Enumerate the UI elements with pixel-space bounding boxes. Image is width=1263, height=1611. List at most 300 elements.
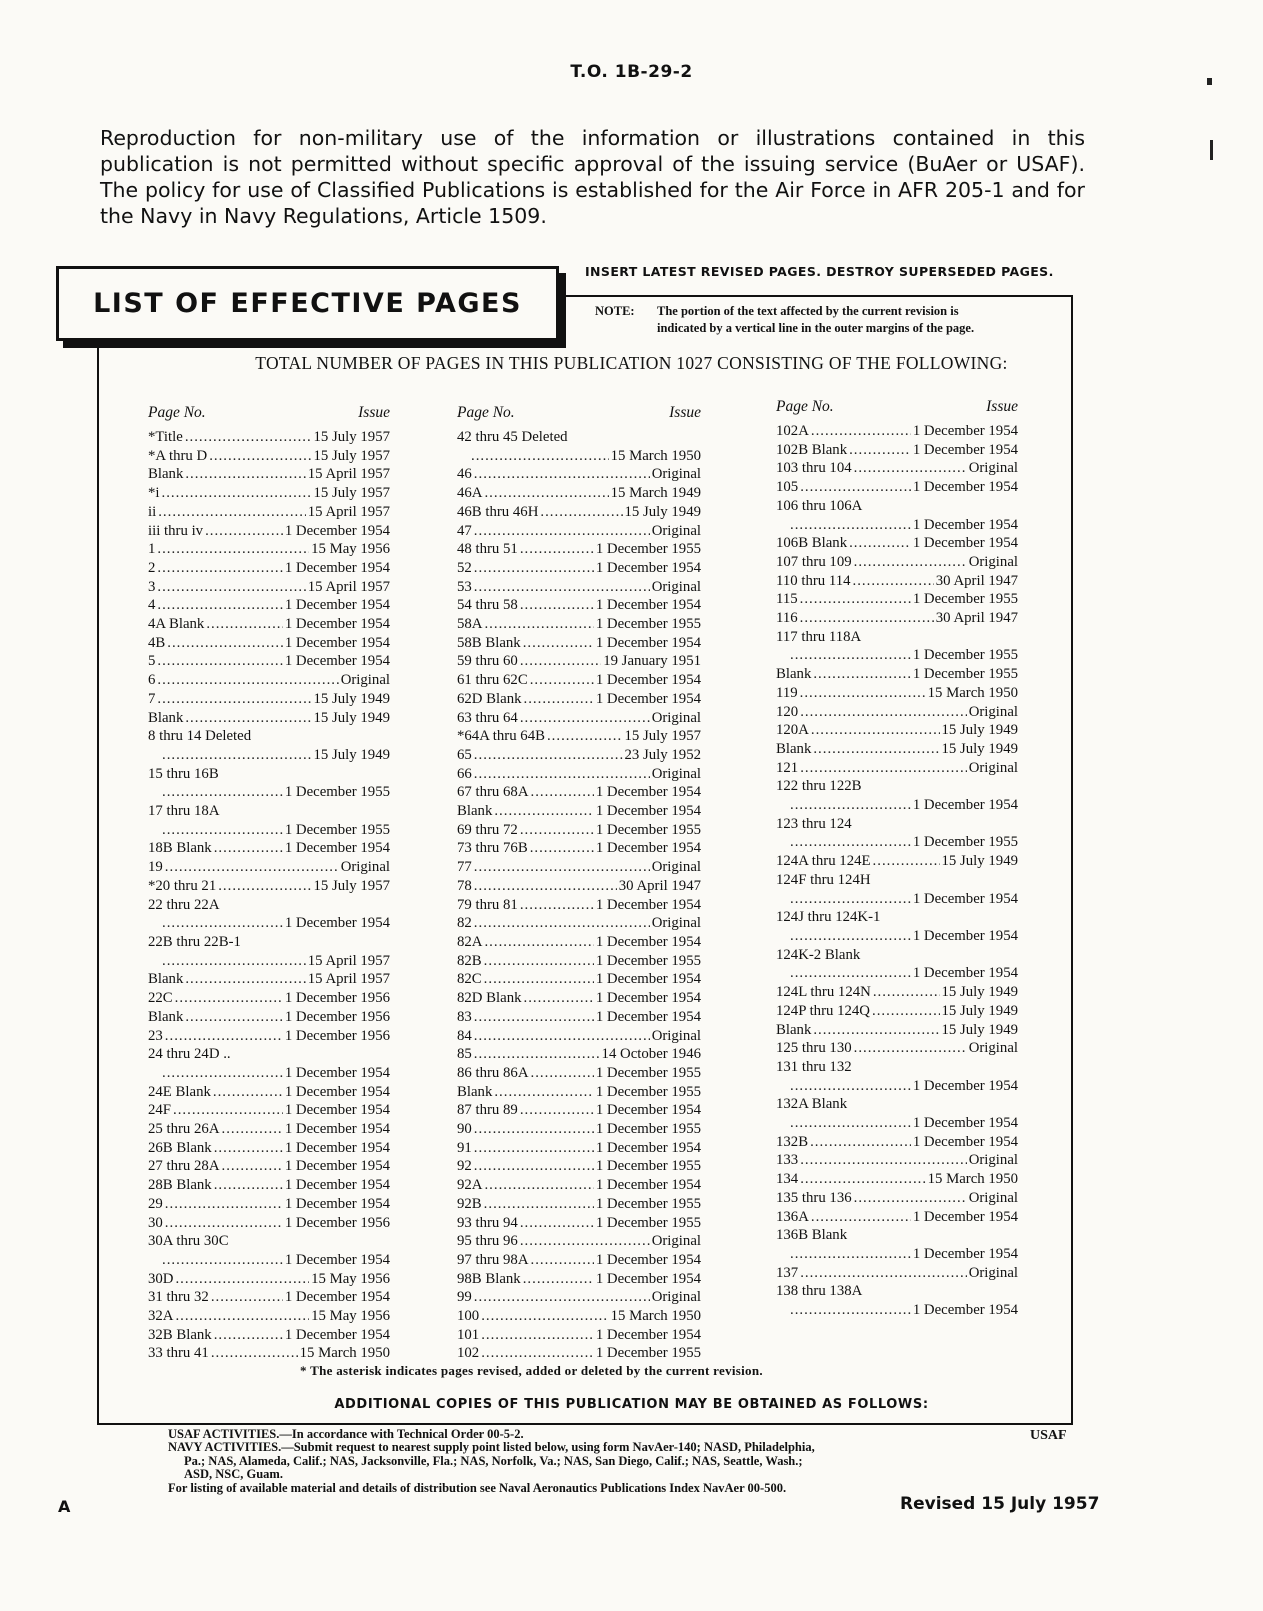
page-entry-row [457,540,701,559]
leader-dots [185,970,305,989]
page-entry-row [148,447,390,466]
page-number: 99 [457,1289,472,1306]
page-entry-row [776,927,1018,946]
page-number: 82 [457,915,472,932]
additional-copies-heading: ADDITIONAL COPIES OF THIS PUBLICATION MAY BE OBTAINED AS FOLLOWS: [334,1397,929,1412]
issue-date: 15 July 1957 [624,728,701,745]
revision-note [595,303,1073,337]
leader-dots [175,989,283,1008]
leader-dots [214,1176,283,1195]
issue-date: 1 December 1955 [595,616,701,633]
issue-date: 15 May 1956 [311,1270,390,1287]
page-number: 120A [776,722,809,739]
issue-date: 1 December 1955 [595,1158,701,1175]
page-number: 85 [457,1046,472,1063]
leader-dots [790,1301,911,1320]
issue-date: 15 April 1957 [307,466,390,483]
leader-dots [790,890,911,909]
page-number: 4B [148,634,166,651]
page-no-header: Page No. [457,404,515,421]
page-entry-row [148,1120,390,1139]
issue-date: 1 December 1954 [912,423,1018,439]
page-number: 59 thru 60 [457,653,518,670]
pages-column-3 [776,398,1018,1320]
page-number: 105 [776,479,799,496]
page-entry-row [457,503,701,522]
issue-date: 15 July 1949 [313,746,390,763]
page-number: 103 thru 104 [776,460,852,477]
page-number: 95 thru 96 [457,1233,518,1250]
page-number: 102A [776,423,809,439]
page-number: 24E Blank [148,1083,211,1100]
issue-date: 15 May 1956 [311,1308,390,1325]
page-number: Blank [776,1021,812,1038]
issue-date: Original [968,759,1018,776]
page-number: 84 [457,1027,472,1044]
leader-dots [790,1114,911,1133]
page-entry-row [457,596,701,615]
leader-dots [520,821,594,840]
page-entry-row [148,652,390,671]
leader-dots [209,447,311,466]
leader-dots [484,1195,594,1214]
page-entry-row [457,839,701,858]
page-number: 67 thru 68A [457,784,529,801]
leader-dots [474,1120,594,1139]
issue-header: Issue [358,404,390,421]
leader-dots [162,952,306,971]
issue-date: 15 March 1950 [927,1171,1018,1188]
page-number: 106 thru 106A [776,497,863,514]
issue-date: 1 December 1954 [284,840,390,857]
issue-date: 1 December 1954 [284,1064,390,1081]
page-letter: A [58,1497,71,1516]
page-number: 110 thru 114 [776,572,851,589]
page-entry-row [148,522,390,541]
page-entry-row [148,1344,390,1363]
issue-date: 15 July 1949 [941,740,1018,757]
page-entry-row [148,634,390,653]
page-number: 138 thru 138A [776,1283,863,1300]
leader-dots [474,1139,594,1158]
page-number: 132A Blank [776,1096,848,1113]
page-entry-row [776,703,1018,722]
page-number: 69 thru 72 [457,821,518,838]
page-entry-row [148,914,390,933]
page-number: 135 thru 136 [776,1189,852,1206]
page-entry-row [148,1232,390,1251]
issue-date: 1 December 1954 [595,690,701,707]
issue-date: 15 July 1949 [313,709,390,726]
page-entry-row [457,447,701,466]
page-entry-row [457,1064,701,1083]
issue-date: Original [651,522,701,539]
page-entry-row [148,839,390,858]
page-number: 25 thru 26A [148,1121,220,1138]
page-number: 125 thru 130 [776,1040,852,1057]
page-entry-row [148,877,390,896]
leader-dots [474,746,623,765]
leader-dots [800,1170,925,1189]
page-entry-row [148,989,390,1008]
page-number: 17 thru 18A [148,803,220,820]
leader-dots [484,970,594,989]
issue-date: 15 July 1949 [941,853,1018,870]
issue-date: 1 December 1955 [912,834,1018,851]
page-entry-row [148,559,390,578]
issue-date: 1 December 1954 [595,1139,701,1156]
page-entry-row [148,578,390,597]
leader-dots [854,553,967,572]
page-entry-row [776,721,1018,740]
issue-date: 1 December 1954 [595,784,701,801]
issue-date: Original [968,1189,1018,1206]
issue-date: 1 December 1954 [284,1139,390,1156]
page-entry-row [148,1176,390,1195]
issue-date: 1 December 1954 [284,616,390,633]
page-entry-row [148,821,390,840]
leader-dots [530,839,594,858]
issue-date: Original [651,466,701,483]
leader-dots [167,634,283,653]
page-entry-row [776,871,1018,890]
leader-dots [494,1083,593,1102]
issue-date: 1 December 1954 [595,803,701,820]
issue-date: 1 December 1954 [912,1077,1018,1094]
issue-date: 1 December 1954 [595,1326,701,1343]
page-entry-row [148,746,390,765]
page-entry-row [457,877,701,896]
page-title: LIST OF EFFECTIVE PAGES [93,288,522,319]
issue-date: 1 December 1954 [595,634,701,651]
document-number: T.O. 1B-29-2 [570,62,693,82]
leader-dots [481,1307,608,1326]
page-entry-row [457,634,701,653]
page-number: 22C [148,990,173,1007]
leader-dots [185,465,305,484]
page-entry-row [457,690,701,709]
page-number: 24 thru 24D .. [148,1046,231,1063]
page-entry-row [457,652,701,671]
page-entry-row [776,777,1018,796]
page-entry-row [148,709,390,728]
page-number: 98B Blank [457,1270,521,1287]
page-entry-row [148,615,390,634]
page-entry-row [776,459,1018,478]
revision-note-label: NOTE: [595,304,635,318]
leader-dots [162,746,312,765]
page-number: 58B Blank [457,634,521,651]
issue-date: 15 July 1957 [313,429,390,445]
issue-date: 15 April 1957 [307,503,390,520]
leader-dots [185,1008,282,1027]
leader-dots [162,1251,283,1270]
page-entry-row [776,1282,1018,1301]
leader-dots [175,1270,309,1289]
leader-dots [474,1288,650,1307]
page-number: 133 [776,1152,799,1169]
page-number: 18B Blank [148,840,212,857]
page-entry-row [457,465,701,484]
leader-dots [523,634,594,653]
page-entry-row [148,952,390,971]
page-number: *Title [148,429,183,445]
page-number: 65 [457,746,472,763]
page-number: 3 [148,578,156,595]
leader-dots [211,1344,298,1363]
leader-dots [520,596,594,615]
page-entry-row [148,1251,390,1270]
page-entry-row [148,933,390,952]
page-entry-row [776,646,1018,665]
issue-date: 1 December 1954 [912,516,1018,533]
navy-activities: NAVY ACTIVITIES.—Submit request to nearest supply point listed below, using form NavAer-140; NASD, Philadelphia, [168,1440,815,1455]
leader-dots [873,983,940,1002]
leader-dots [849,441,911,460]
page-entry-row [457,1045,701,1064]
page-entry-row [148,1195,390,1214]
issue-date: 1 December 1954 [912,1302,1018,1319]
page-number: 46B thru 46H [457,503,539,520]
page-entry-row [457,821,701,840]
page-entry-row [457,1214,701,1233]
page-number: 32B Blank [148,1326,212,1343]
issue-header: Issue [669,404,701,421]
service-tag: USAF [1030,1428,1067,1443]
page-number: 46A [457,485,483,502]
leader-dots [484,484,608,503]
issue-date: 1 December 1955 [595,1083,701,1100]
issue-date: 15 March 1950 [299,1345,390,1362]
page-entry-row [776,815,1018,834]
page-number: 27 thru 28A [148,1158,220,1175]
page-entry-row [457,522,701,541]
issue-date: 1 December 1954 [912,1115,1018,1132]
page-entry-row [148,428,390,447]
page-number: 93 thru 94 [457,1214,518,1231]
issue-date: 15 July 1949 [941,984,1018,1001]
page-number: 1 [148,541,156,558]
issue-date: 15 March 1949 [610,485,701,502]
page-entry-row [148,1101,390,1120]
issue-date: Original [651,1027,701,1044]
page-entry-row [776,983,1018,1002]
page-number: 134 [776,1171,799,1188]
page-number: 73 thru 76B [457,840,528,857]
issue-date: 1 December 1954 [912,1133,1018,1150]
page-number: 29 [148,1195,163,1212]
leader-dots [520,540,594,559]
leader-dots [162,1064,283,1083]
page-entry-row [457,914,701,933]
issue-date: 1 December 1954 [912,927,1018,944]
page-number: 4 [148,597,156,614]
leader-dots [173,1101,283,1120]
leader-dots [157,559,282,578]
issue-date: 1 December 1955 [912,666,1018,683]
issue-date: Original [651,578,701,595]
page-entry-row [457,989,701,1008]
issue-date: 1 December 1954 [912,965,1018,982]
leader-dots [800,478,911,497]
page-entry-row [776,964,1018,983]
page-number: 107 thru 109 [776,553,852,570]
page-number: 33 thru 41 [148,1345,209,1362]
issue-date: 1 December 1954 [284,653,390,670]
issue-date: 1 December 1955 [595,821,701,838]
issue-date: 15 July 1957 [313,877,390,894]
leader-dots [854,1189,967,1208]
issue-date: 15 March 1950 [927,684,1018,701]
leader-dots [800,759,966,778]
page-entry-row [148,1064,390,1083]
leader-dots [158,503,306,522]
page-entry-row [776,1245,1018,1264]
leader-dots [811,422,911,441]
page-entry-row [148,503,390,522]
leader-dots [800,590,911,609]
issue-date: 1 December 1954 [595,559,701,576]
leader-dots [206,615,283,634]
issue-header: Issue [986,398,1018,415]
issue-date: 15 May 1956 [311,541,390,558]
page-number: 24F [148,1102,172,1119]
page-entry-row [776,1170,1018,1189]
leader-dots [872,1002,940,1021]
page-entry-row [148,896,390,915]
issue-date: Original [651,1233,701,1250]
page-entry-row [776,833,1018,852]
page-entry-row [776,422,1018,441]
page-number: 137 [776,1264,799,1281]
page-entry-row [776,497,1018,516]
page-number: iii thru iv [148,522,204,539]
issue-date: 1 December 1954 [595,1270,701,1287]
issue-date: 1 December 1954 [284,597,390,614]
column-header [148,404,390,422]
page-entry-row [457,709,701,728]
page-entry-row [457,1008,701,1027]
issue-date: 1 December 1956 [284,1008,390,1025]
leader-dots [474,858,650,877]
leader-dots [474,877,617,896]
issue-date: 1 December 1954 [284,522,390,539]
leader-dots [813,1021,939,1040]
issue-date: Original [968,1264,1018,1281]
leader-dots [157,652,282,671]
insert-note: INSERT LATEST REVISED PAGES. DESTROY SUPERSEDED PAGES. [585,264,1054,279]
page-entry-row [148,596,390,615]
leader-dots [222,1157,283,1176]
issue-date: 15 July 1957 [313,485,390,502]
leader-dots [474,765,650,784]
navy-activities-cont: ASD, NSC, Guam. [184,1467,283,1482]
leader-dots [484,1176,593,1195]
issue-date: 15 July 1949 [941,1002,1018,1019]
leader-dots [474,522,650,541]
issue-date: 30 April 1947 [935,572,1018,589]
page-entry-row [457,1288,701,1307]
page-entry-row [776,684,1018,703]
page-number: 22B thru 22B-1 [148,933,241,950]
page-number: 63 thru 64 [457,709,518,726]
leader-dots [474,1045,600,1064]
page-number: 22 thru 22A [148,896,220,913]
revision-date: Revised 15 July 1957 [900,1494,1100,1514]
page-number: 66 [457,765,472,782]
column-header [457,404,701,422]
page-number: 2 [148,559,156,576]
page-entry-row [457,1251,701,1270]
leader-dots [854,1039,967,1058]
page-number: Blank [148,466,184,483]
issue-date: Original [651,1289,701,1306]
column-header [776,398,1018,416]
leader-dots [854,459,967,478]
issue-date: 15 April 1957 [307,578,390,595]
leader-dots [813,740,939,759]
page-entry-row [457,1101,701,1120]
page-entry-row [776,759,1018,778]
issue-date: 23 July 1952 [624,746,701,763]
page-number: 87 thru 89 [457,1102,518,1119]
page-entry-row [457,896,701,915]
issue-date: 1 December 1954 [912,535,1018,552]
issue-date: 1 December 1956 [284,1214,390,1231]
leader-dots [484,952,594,971]
listing-note: For listing of available material and details of distribution see Naval Aeronautics Publications Index NavAer 00-500. [168,1480,787,1495]
leader-dots [157,540,309,559]
page-number: 30A thru 30C [148,1233,229,1250]
leader-dots [165,858,339,877]
page-number: 136B Blank [776,1227,848,1244]
page-entry-row [776,441,1018,460]
issue-date: 1 December 1954 [912,797,1018,814]
page-entry-row [148,858,390,877]
issue-date: 1 December 1954 [595,990,701,1007]
page-number: 115 [776,591,798,608]
leader-dots [547,727,623,746]
page-entry-row [776,1114,1018,1133]
page-entry-row [457,671,701,690]
issue-date: Original [651,915,701,932]
page-entry-row [457,484,701,503]
page-entry-row [457,1176,701,1195]
page-number: 124F thru 124H [776,871,871,888]
issue-date: 1 December 1955 [595,1064,701,1081]
page-entry-row [776,1264,1018,1283]
issue-date: 15 April 1957 [307,971,390,988]
leader-dots [790,1077,911,1096]
leader-dots [540,503,622,522]
page-entry-row [457,1307,701,1326]
page-number: 30 [148,1214,163,1231]
issue-date: 1 December 1954 [284,1083,390,1100]
page-number: 100 [457,1308,480,1325]
page-number: *64A thru 64B [457,728,545,745]
issue-date: Original [968,703,1018,720]
usaf-activities: USAF ACTIVITIES.—In accordance with Technical Order 00-5-2. [168,1427,524,1441]
leader-dots [873,852,940,871]
leader-dots [162,783,283,802]
issue-date: Original [340,672,390,689]
leader-dots [790,796,911,815]
leader-dots [481,1326,594,1345]
issue-date: Original [651,765,701,782]
page-number: 90 [457,1121,472,1138]
issue-date: Original [968,1040,1018,1057]
leader-dots [157,578,305,597]
